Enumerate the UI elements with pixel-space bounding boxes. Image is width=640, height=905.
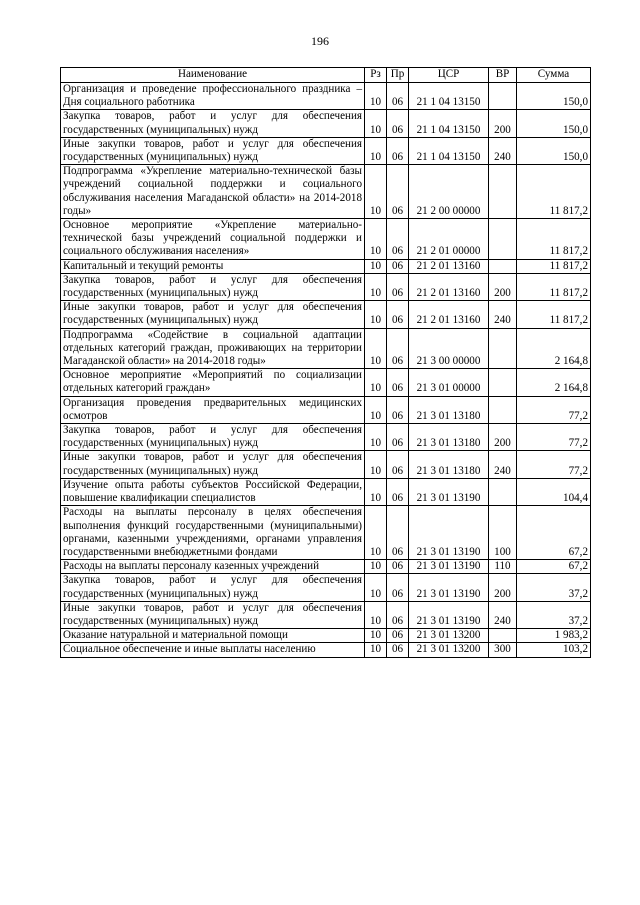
table-row: [61, 110, 591, 137]
cell-vr: 110: [489, 560, 517, 574]
cell-name: Организация и проведение профессионального праздника – Дня социального работника: [61, 83, 365, 110]
cell-vr: 200: [489, 110, 517, 137]
table-body: [61, 83, 591, 658]
table-row: [61, 83, 591, 110]
cell-pr: 06: [387, 560, 409, 574]
cell-name: Основное мероприятие «Укрепление материально-технической базы учреждений социальной поддержки и социального обслуживания населения»: [61, 219, 365, 260]
cell-vr: [489, 83, 517, 110]
table-row: [61, 165, 591, 219]
cell-name: Организация проведения предварительных медицинских осмотров: [61, 396, 365, 423]
cell-csr: 21 2 01 13160: [409, 273, 489, 300]
cell-name: Оказание натуральной и материальной помощи: [61, 629, 365, 643]
table-row: [61, 451, 591, 478]
table-row: [61, 301, 591, 328]
table-row: [61, 137, 591, 164]
table-row: [61, 273, 591, 300]
cell-csr: 21 3 01 13190: [409, 478, 489, 505]
table-row: [61, 259, 591, 273]
cell-csr: 21 2 01 00000: [409, 219, 489, 260]
cell-vr: 100: [489, 506, 517, 560]
cell-name: Основное мероприятие «Мероприятий по социализации отдельных категорий граждан»: [61, 369, 365, 396]
table-row: [61, 601, 591, 628]
cell-sum: 11 817,2: [517, 165, 591, 219]
cell-rz: 10: [365, 110, 387, 137]
cell-rz: 10: [365, 369, 387, 396]
cell-sum: 103,2: [517, 643, 591, 657]
cell-name: Подпрограмма «Укрепление материально-технической базы учреждений социальной поддержки и социального обслуживания населения Магаданской области» на 2014-2018 годы»: [61, 165, 365, 219]
cell-name: Капитальный и текущий ремонты: [61, 259, 365, 273]
cell-rz: 10: [365, 219, 387, 260]
cell-pr: 06: [387, 506, 409, 560]
table-row: [61, 328, 591, 369]
cell-csr: 21 3 01 13180: [409, 451, 489, 478]
cell-rz: 10: [365, 424, 387, 451]
cell-pr: 06: [387, 478, 409, 505]
cell-sum: 77,2: [517, 424, 591, 451]
cell-vr: 240: [489, 137, 517, 164]
cell-pr: 06: [387, 137, 409, 164]
cell-vr: [489, 328, 517, 369]
cell-pr: 06: [387, 219, 409, 260]
cell-name: Закупка товаров, работ и услуг для обеспечения государственных (муниципальных) нужд: [61, 574, 365, 601]
cell-csr: 21 1 04 13150: [409, 110, 489, 137]
table-row: [61, 424, 591, 451]
table-row: [61, 560, 591, 574]
cell-sum: 150,0: [517, 110, 591, 137]
cell-rz: 10: [365, 601, 387, 628]
cell-sum: 150,0: [517, 83, 591, 110]
cell-pr: 06: [387, 83, 409, 110]
cell-pr: 06: [387, 273, 409, 300]
cell-csr: 21 3 01 13190: [409, 560, 489, 574]
cell-name: Иные закупки товаров, работ и услуг для обеспечения государственных (муниципальных) нужд: [61, 301, 365, 328]
cell-csr: 21 1 04 13150: [409, 83, 489, 110]
cell-vr: [489, 396, 517, 423]
cell-name: Иные закупки товаров, работ и услуг для обеспечения государственных (муниципальных) нужд: [61, 137, 365, 164]
table-row: [61, 369, 591, 396]
header-csr: ЦСР: [409, 68, 489, 83]
cell-pr: 06: [387, 110, 409, 137]
cell-csr: 21 3 01 13200: [409, 643, 489, 657]
cell-rz: 10: [365, 137, 387, 164]
cell-rz: 10: [365, 273, 387, 300]
cell-csr: 21 3 00 00000: [409, 328, 489, 369]
cell-sum: 77,2: [517, 396, 591, 423]
table-row: [61, 478, 591, 505]
cell-rz: 10: [365, 560, 387, 574]
cell-csr: 21 2 00 00000: [409, 165, 489, 219]
cell-name: Расходы на выплаты персоналу казенных учреждений: [61, 560, 365, 574]
cell-rz: 10: [365, 574, 387, 601]
page-number: 196: [311, 34, 329, 48]
cell-vr: 200: [489, 273, 517, 300]
cell-pr: 06: [387, 301, 409, 328]
cell-pr: 06: [387, 601, 409, 628]
cell-vr: [489, 165, 517, 219]
cell-csr: 21 3 01 13180: [409, 396, 489, 423]
cell-rz: 10: [365, 506, 387, 560]
cell-name: Иные закупки товаров, работ и услуг для обеспечения государственных (муниципальных) нужд: [61, 601, 365, 628]
cell-sum: 37,2: [517, 574, 591, 601]
cell-vr: 240: [489, 601, 517, 628]
header-name: Наименование: [61, 68, 365, 83]
cell-name: Расходы на выплаты персоналу в целях обеспечения выполнения функций государственными (муниципальными) органами, казенными учреждениями, органами управления государственными внебюджетными фондами: [61, 506, 365, 560]
header-pr: Пр: [387, 68, 409, 83]
cell-rz: 10: [365, 83, 387, 110]
cell-sum: 150,0: [517, 137, 591, 164]
cell-name: Закупка товаров, работ и услуг для обеспечения государственных (муниципальных) нужд: [61, 110, 365, 137]
cell-csr: 21 3 01 13190: [409, 574, 489, 601]
cell-sum: 67,2: [517, 560, 591, 574]
cell-sum: 2 164,8: [517, 369, 591, 396]
cell-pr: 06: [387, 643, 409, 657]
cell-pr: 06: [387, 259, 409, 273]
cell-vr: [489, 629, 517, 643]
cell-csr: 21 3 01 13190: [409, 601, 489, 628]
table-row: [61, 629, 591, 643]
cell-csr: 21 3 01 13190: [409, 506, 489, 560]
cell-vr: [489, 259, 517, 273]
cell-name: Закупка товаров, работ и услуг для обеспечения государственных (муниципальных) нужд: [61, 273, 365, 300]
cell-name: Подпрограмма «Содействие в социальной адаптации отдельных категорий граждан, проживающих на территории Магаданской области» на 2014-2018 годы»: [61, 328, 365, 369]
cell-vr: [489, 219, 517, 260]
table-row: [61, 506, 591, 560]
cell-rz: 10: [365, 451, 387, 478]
cell-rz: 10: [365, 478, 387, 505]
cell-rz: 10: [365, 396, 387, 423]
cell-sum: 11 817,2: [517, 301, 591, 328]
cell-pr: 06: [387, 424, 409, 451]
cell-sum: 2 164,8: [517, 328, 591, 369]
cell-pr: 06: [387, 451, 409, 478]
table-header-row: [61, 68, 591, 83]
cell-sum: 67,2: [517, 506, 591, 560]
cell-pr: 06: [387, 369, 409, 396]
cell-sum: 1 983,2: [517, 629, 591, 643]
cell-name: Иные закупки товаров, работ и услуг для обеспечения государственных (муниципальных) нужд: [61, 451, 365, 478]
cell-pr: 06: [387, 629, 409, 643]
cell-pr: 06: [387, 328, 409, 369]
cell-csr: 21 3 01 00000: [409, 369, 489, 396]
table-row: [61, 396, 591, 423]
cell-sum: 11 817,2: [517, 273, 591, 300]
cell-csr: 21 2 01 13160: [409, 301, 489, 328]
cell-vr: [489, 369, 517, 396]
cell-vr: 200: [489, 424, 517, 451]
cell-sum: 104,4: [517, 478, 591, 505]
cell-name: Изучение опыта работы субъектов Российской Федерации, повышение квалификации специалистов: [61, 478, 365, 505]
cell-rz: 10: [365, 259, 387, 273]
cell-sum: 11 817,2: [517, 259, 591, 273]
cell-rz: 10: [365, 301, 387, 328]
cell-csr: 21 2 01 13160: [409, 259, 489, 273]
cell-rz: 10: [365, 328, 387, 369]
header-rz: Рз: [365, 68, 387, 83]
cell-sum: 11 817,2: [517, 219, 591, 260]
budget-table: [60, 67, 591, 658]
cell-sum: 37,2: [517, 601, 591, 628]
table-row: [61, 643, 591, 657]
cell-vr: 240: [489, 451, 517, 478]
cell-rz: 10: [365, 643, 387, 657]
table-row: [61, 219, 591, 260]
cell-rz: 10: [365, 165, 387, 219]
cell-name: Закупка товаров, работ и услуг для обеспечения государственных (муниципальных) нужд: [61, 424, 365, 451]
cell-rz: 10: [365, 629, 387, 643]
cell-vr: 240: [489, 301, 517, 328]
cell-name: Социальное обеспечение и иные выплаты населению: [61, 643, 365, 657]
cell-sum: 77,2: [517, 451, 591, 478]
table-row: [61, 574, 591, 601]
header-sum: Сумма: [517, 68, 591, 83]
cell-vr: [489, 478, 517, 505]
cell-csr: 21 1 04 13150: [409, 137, 489, 164]
cell-pr: 06: [387, 396, 409, 423]
cell-pr: 06: [387, 574, 409, 601]
cell-csr: 21 3 01 13180: [409, 424, 489, 451]
cell-vr: 300: [489, 643, 517, 657]
cell-pr: 06: [387, 165, 409, 219]
cell-vr: 200: [489, 574, 517, 601]
header-vr: ВР: [489, 68, 517, 83]
cell-csr: 21 3 01 13200: [409, 629, 489, 643]
